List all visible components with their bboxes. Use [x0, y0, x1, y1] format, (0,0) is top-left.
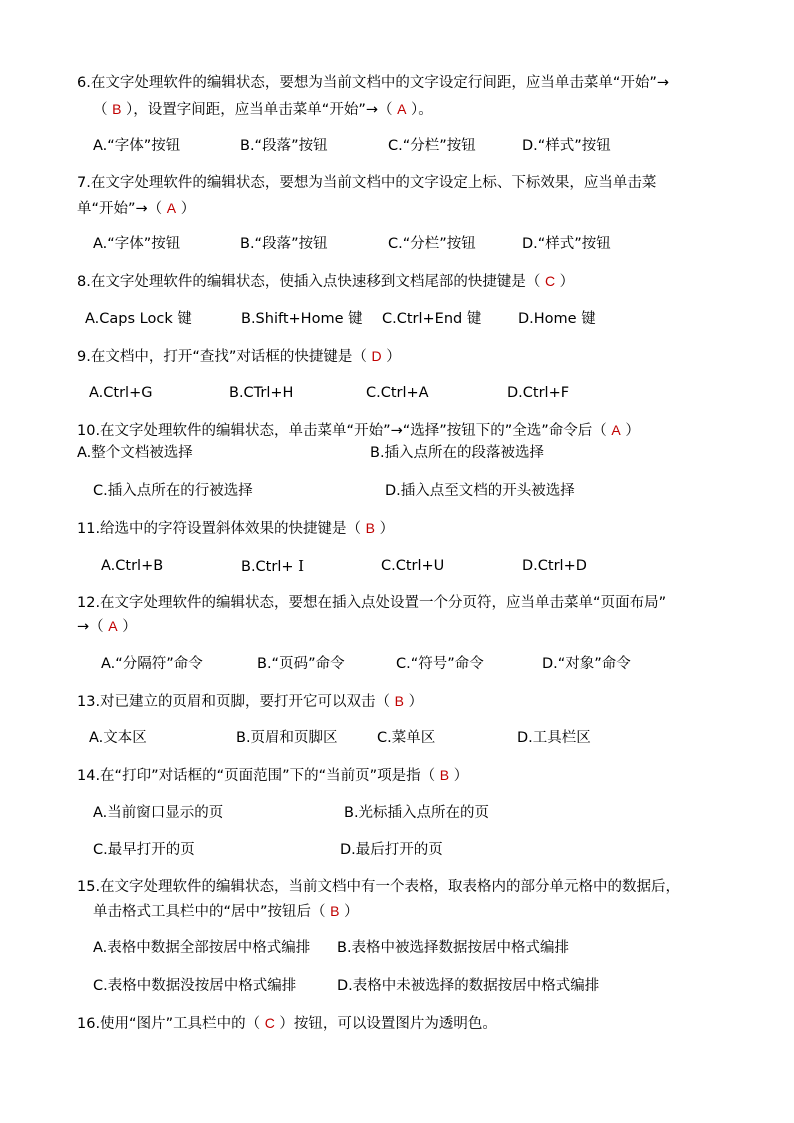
question-7-option-c: C.“分栏”按钮	[388, 236, 476, 252]
question-15-line-2-post: ）	[339, 904, 359, 920]
question-9-pre: 9.在文档中，打开“查找”对话框的快捷键是（	[77, 349, 372, 365]
question-12-option-b: B.“页码”命令	[257, 656, 345, 672]
question-6-answer-2: A	[397, 101, 407, 117]
question-7-line-1: 7.在文字处理软件的编辑状态，要想为当前文档中的文字设定上标、下标效果，应当单击菜	[77, 175, 657, 191]
question-12-line-2-post: ）	[117, 619, 137, 635]
question-16-answer: C	[264, 1015, 275, 1031]
question-10-answer: A	[611, 422, 621, 438]
question-12-option-d: D.“对象”命令	[542, 656, 631, 672]
question-14-option-b: B.光标插入点所在的页	[344, 805, 490, 821]
question-12-answer: A	[108, 618, 118, 634]
question-9-option-b: B.CTrl+H	[229, 385, 294, 401]
question-6-answer-1: B	[112, 101, 122, 117]
question-10-pre: 10.在文字处理软件的编辑状态，单击菜单“开始”→“选择”按钮下的”全选”命令后（	[77, 423, 612, 439]
question-7-line-2	[77, 198, 195, 219]
question-12-line-1: 12.在文字处理软件的编辑状态，要想在插入点处设置一个分页符，应当单击菜单“页面布局”	[77, 595, 667, 611]
question-9-option-a: A.Ctrl+G	[89, 385, 153, 401]
question-7-answer: A	[166, 200, 177, 216]
question-8-post: ）	[555, 274, 575, 290]
text-cursor-icon: I	[298, 557, 305, 575]
question-12-option-c: C.“符号”命令	[396, 656, 484, 672]
question-11-answer: B	[365, 520, 376, 536]
question-6-line-2-mid: ），设置字间距，应当单击菜单“开始”→（	[121, 102, 398, 118]
question-13-option-a: A.文本区	[89, 730, 147, 746]
question-16-post: ）按钮，可以设置图片为透明色。	[274, 1016, 497, 1032]
question-8-answer: C	[544, 273, 556, 289]
question-11-option-b	[241, 556, 304, 577]
question-10-post: ）	[620, 423, 640, 439]
question-11-pre: 11.给选中的字符设置斜体效果的快捷键是（	[77, 521, 366, 537]
question-12-option-a: A.“分隔符”命令	[101, 656, 203, 672]
question-15-option-d: D.表格中未被选择的数据按居中格式编排	[337, 978, 600, 994]
question-11-post: ）	[375, 521, 395, 537]
question-9-post: ）	[381, 349, 401, 365]
question-8-option-a: A.Caps Lock 键	[85, 311, 192, 327]
question-15-line-1: 15.在文字处理软件的编辑状态，当前文档中有一个表格，取表格内的部分单元格中的数据后，	[77, 879, 681, 895]
question-10-option-b: B.插入点所在的段落被选择	[370, 445, 545, 461]
question-10-option-a: A.整个文档被选择	[77, 445, 193, 461]
question-12-line-2	[77, 616, 137, 637]
question-8-option-b: B.Shift+Home 键	[241, 311, 363, 327]
question-11-option-b-label: B.Ctrl+	[241, 559, 294, 575]
question-7-line-2-post: ）	[176, 201, 196, 217]
question-15-option-c: C.表格中数据没按居中格式编排	[93, 978, 297, 994]
question-11-option-d: D.Ctrl+D	[522, 558, 587, 574]
question-6-line-2-pre: （	[93, 102, 113, 118]
question-8-pre: 8.在文字处理软件的编辑状态，使插入点快速移到文档尾部的快捷键是（	[77, 274, 545, 290]
question-14-option-d: D.最后打开的页	[340, 842, 443, 858]
question-8-option-c: C.Ctrl+End 键	[382, 311, 482, 327]
question-7-option-b: B.“段落”按钮	[240, 236, 328, 252]
question-9-option-d: D.Ctrl+F	[507, 385, 570, 401]
question-14-option-a: A.当前窗口显示的页	[93, 805, 224, 821]
question-7-option-d: D.“样式”按钮	[522, 236, 611, 252]
question-6-line-1: 6.在文字处理软件的编辑状态，要想为当前文档中的文字设定行间距，应当单击菜单“开始”→	[77, 75, 670, 91]
question-7-option-a: A.“字体”按钮	[93, 236, 181, 252]
question-11-option-c: C.Ctrl+U	[381, 558, 445, 574]
question-11-option-a: A.Ctrl+B	[101, 558, 164, 574]
question-12-line-2-pre: →（	[77, 619, 109, 635]
question-10	[77, 420, 640, 441]
question-15-option-a: A.表格中数据全部按居中格式编排	[93, 940, 311, 956]
question-6-line-2-post: ）。	[406, 102, 433, 118]
question-7-line-2-pre: 单“开始”→（	[77, 201, 167, 217]
question-9-answer: D	[371, 348, 382, 364]
question-8-option-d: D.Home 键	[518, 311, 596, 327]
question-6-option-d: D.“样式”按钮	[522, 138, 611, 154]
question-8	[77, 271, 574, 292]
question-6-line-2	[93, 99, 433, 120]
question-11	[77, 518, 394, 539]
question-10-option-c: C.插入点所在的行被选择	[93, 483, 253, 499]
question-9-option-c: C.Ctrl+A	[366, 385, 429, 401]
question-15-line-2	[93, 901, 359, 922]
question-15-line-2-pre: 单击格式工具栏中的“居中”按钮后（	[93, 904, 331, 920]
question-13-option-b: B.页眉和页脚区	[236, 730, 338, 746]
question-9	[77, 346, 401, 367]
question-6-option-b: B.“段落”按钮	[240, 138, 328, 154]
question-13-post: ）	[404, 694, 424, 710]
question-10-option-d: D.插入点至文档的开头被选择	[385, 483, 575, 499]
question-15-answer: B	[330, 903, 340, 919]
question-6-option-a: A.“字体”按钮	[93, 138, 181, 154]
question-14-option-c: C.最早打开的页	[93, 842, 195, 858]
question-13	[77, 691, 423, 712]
question-14-answer: B	[439, 767, 450, 783]
question-13-option-d: D.工具栏区	[517, 730, 591, 746]
question-6-option-c: C.“分栏”按钮	[388, 138, 476, 154]
question-13-pre: 13.对已建立的页眉和页脚，要打开它可以双击（	[77, 694, 395, 710]
question-15-option-b: B.表格中被选择数据按居中格式编排	[337, 940, 570, 956]
question-16	[77, 1013, 497, 1034]
question-14-post: ）	[449, 768, 469, 784]
question-14-pre: 14.在“打印”对话框的“页面范围”下的“当前页”项是指（	[77, 768, 440, 784]
question-14	[77, 765, 468, 786]
question-16-pre: 16.使用“图片”工具栏中的（	[77, 1016, 265, 1032]
question-13-option-c: C.菜单区	[377, 730, 436, 746]
question-13-answer: B	[394, 693, 405, 709]
